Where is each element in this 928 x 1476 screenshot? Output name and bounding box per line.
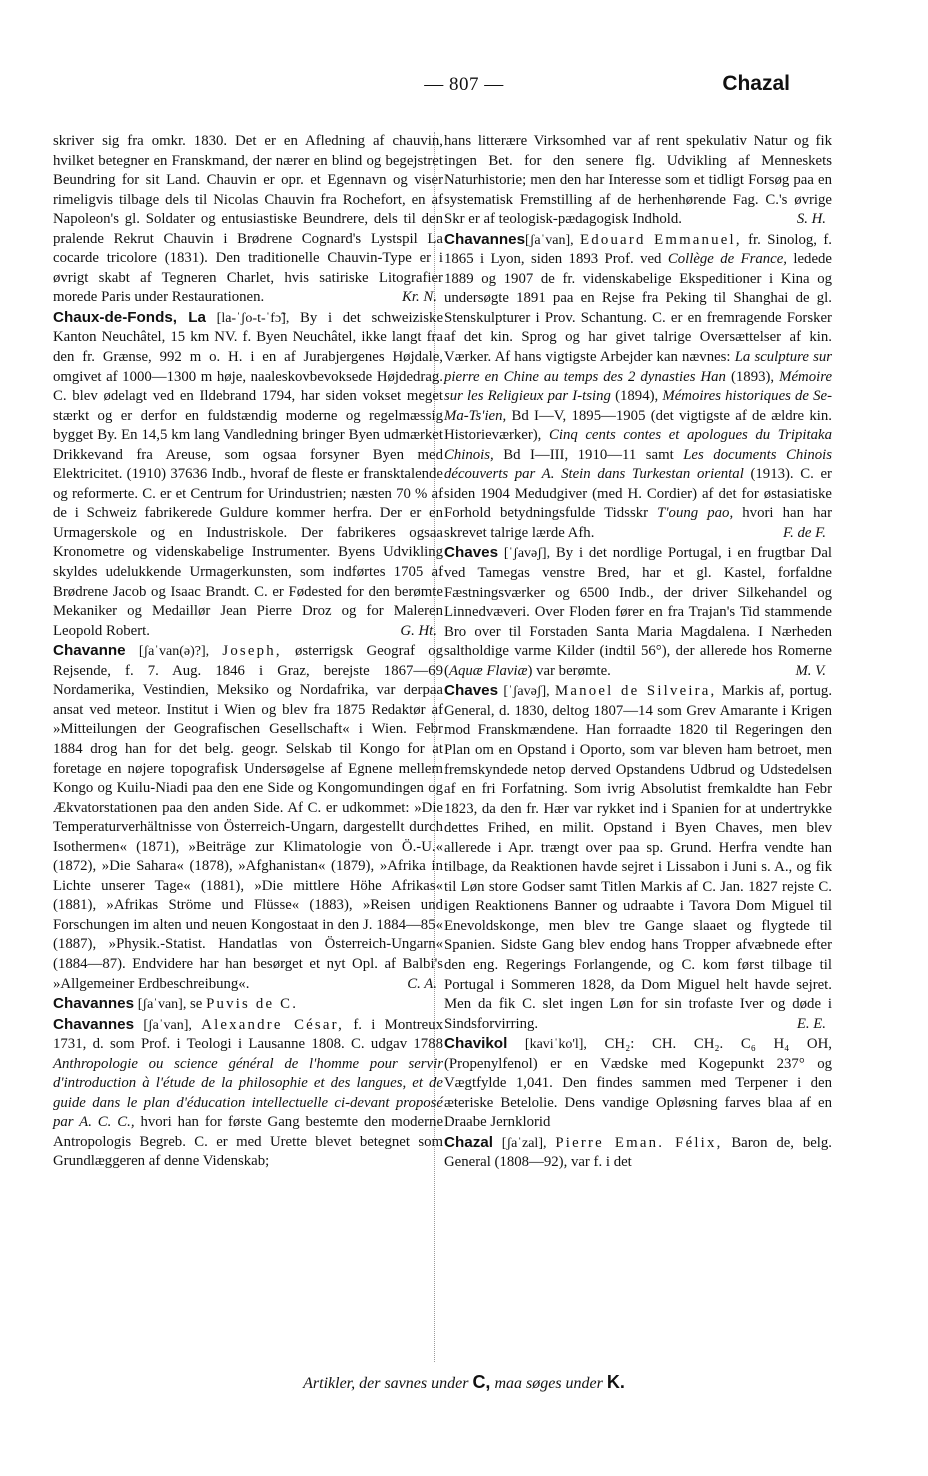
person-name: Edouard Emmanuel, bbox=[580, 231, 742, 248]
entry-text: fr. Sinolog, f. 1865 i Lyon, siden 1893 Prof. ved bbox=[444, 231, 833, 268]
person-name: Manoel de Silveira, bbox=[555, 683, 717, 700]
entry-text: hvori han har skrevet talrige lærde Afh. bbox=[444, 505, 832, 541]
entry-text: se bbox=[190, 996, 203, 1013]
left-column bbox=[53, 132, 443, 1172]
headword: Chaves bbox=[444, 682, 499, 700]
entry-text: hvori han for første Gang bestemte den moderne Antropologis Begreb. C. er med Urette blevet betegnet som Grundlæggeren af denne Videnskab; bbox=[53, 1114, 444, 1170]
author-signature: F. de F. bbox=[782, 524, 826, 541]
entry-text: Bd I—V, 1895—1905 (det vigtigste af de ældre kin. Historieværker), bbox=[444, 407, 832, 444]
cross-reference: Puvis de C. bbox=[206, 996, 299, 1013]
author-signature: M. V. bbox=[795, 662, 826, 679]
entry-text: ) var berømte. bbox=[527, 662, 611, 679]
person-name: Alexandre César, bbox=[201, 1016, 345, 1033]
author-signature: C. A. bbox=[407, 975, 437, 992]
work-title: Collège de France, bbox=[667, 251, 787, 268]
page-footer-note bbox=[0, 1372, 928, 1393]
work-title: Anthropologie ou science général de l'homme pour servir d'introduction à l'étude de la philosophie et des langues, et de guide dans le plan d'éducation intellectuelle ci-devant proposé par A. C. C., bbox=[53, 1055, 443, 1131]
pronunciation: [kaviˈko'l], bbox=[524, 1037, 587, 1053]
entry-chavannes-ref bbox=[53, 994, 443, 1015]
entry-text: Baron de, belg. General (1808—92), var f. i det bbox=[444, 1134, 832, 1171]
entry-text: (1893), bbox=[730, 368, 775, 385]
entry-text: Bd I—III, 1910—11 samt bbox=[503, 446, 674, 463]
work-title: La sculpture sur pierre en Chine au temps des 2 dynasties Han bbox=[444, 349, 833, 385]
pronunciation: [ʃaˈvan], bbox=[143, 1017, 192, 1033]
latin-name: Aquæ Flaviæ bbox=[448, 662, 528, 679]
work-title: Cinq cents contes et apologues du Tripitaka Chinois, bbox=[444, 427, 833, 463]
entry-text: hans litterære Virksomhed var af rent spekulativ Natur og fik ingen Bet. for den senere flg. Udvikling af Menneskets Naturhistorie; men den har Interesse som et tidligt Forsøg paa en systematisk Fremstilling af de herhenhørende Fag. C.'s øvrige Skr er af teologisk-pædagogisk Indhold. bbox=[444, 133, 832, 228]
page-number: — 807 — bbox=[424, 74, 504, 95]
right-column bbox=[444, 132, 832, 1173]
work-title: Les documents Chinois découverts par A. Stein dans Turkestan oriental bbox=[444, 446, 833, 483]
footer-text: Artikler, der savnes under bbox=[303, 1375, 469, 1392]
pronunciation: [ʃaˈvan], bbox=[525, 232, 574, 248]
headword: Chavannes bbox=[53, 1015, 135, 1033]
entry-text: østerrigsk Geograf og Rejsende, f. 7. Aug. 1846 i Graz, berejste 1867—69 Nordamerika, Vestindien, Meksiko og Nordafrika, var derpaa ansat ved meteor. Institut i Wien og blev fra 1875 Redaktør af »Mitteilungen der Geografischen Gesellschaft« i Wien. Febr 1884 drog han for det belg. geogr. Selskab til Kongo for at foretage en nøjere topografisk Undersøgelse af Egnene mellem Kongo og Kuilu-Niadi paa den ene Side og Kongomundingen og Ækvatorstationen paa den anden Side. Af C. er udkommet: »Die Temperaturverhältnisse von Österreich-Ungarn, dargestellt durch Isothermen« (1871), »Beiträge zur Klimatologie von Ö.-U.« (1872), »Die Sahara« (1878), »Afghanistan« (1879), »Afrika in Lichte unserer Tage« (1881), »Die mittlere Höhe Afrikas« (1881), »Afrikas Ströme und Flüsse« (1883), »Reisen und Forschungen im alten und neuen Kongostaat in den J. 1884—85« (1887), »Physik.-Statist. Handatlas von Österreich-Ungarn« (1884—87). Endvidere har han besørget et nyt Opl. af Balbi's »Allgemeiner Erdbeschreibung«. bbox=[53, 643, 444, 992]
headword: Chaux-de-Fonds, La bbox=[53, 308, 206, 326]
entry-text: CH₂: CH. CH₂. C₆ H₄ OH, (Propenylfenol) er en Vædske med Kogepunkt 237° og Vægtfylde 1,041. Den findes sammen med Terpener i den æteriske Betelolie. Dens vandige Opløsning farves blaa af en Draabe Jernklorid bbox=[444, 1036, 832, 1131]
author-signature: G. Ht. bbox=[400, 622, 437, 639]
entry-chaves-manoel bbox=[444, 681, 832, 1034]
entry-chavannes-alexandre bbox=[53, 1015, 443, 1172]
person-name: Joseph, bbox=[222, 643, 282, 660]
entry-chavannes-alexandre-cont bbox=[444, 132, 832, 230]
person-name: Pierre Eman. Félix, bbox=[555, 1134, 723, 1151]
pronunciation: [ˈʃavəʃ], bbox=[503, 684, 550, 700]
entry-chauvinism-cont bbox=[53, 132, 443, 308]
entry-text: (1913). C. er siden 1904 Medudgiver (med H. Cordier) af det for østasiatiske Forhold betydningsfulde Tidsskr bbox=[444, 466, 832, 522]
entry-text: By i det nordlige Portugal, i en frugtbar Dal ved Tamegas venstre Bred, har et gl. Kastel, forfaldne Fæstningsværker og 6500 Indb., der driver Silkehandel og Linnedvæveri. Over Floden fører en fra Trajan's Tid stammende Bro over til Forstaden Santa Maria Magdalena. I Nærheden saltholdige varme Kilder (indtil 56°), der allerede hos Romerne ( bbox=[444, 545, 833, 679]
entry-chaves-town bbox=[444, 543, 832, 681]
headword: Chavanne bbox=[53, 642, 126, 660]
entry-text: f. i Montreux 1731, d. som Prof. i Teologi i Lausanne 1808. C. udgav 1788 bbox=[53, 1016, 444, 1053]
entry-text: Markis af, portug. General, d. 1830, deltog 1807—14 som Grev Amarante i Krigen mod Franskmændene. Han forraadte 1820 til Regeringen den Plan om en Opstand i Oporto, som var bleven ham betroet, men fremskyndede netop derved Opstandens Udbrud og Udstedelsen af en fri Forfatning. Som ivrig Absolutist fremkaldte han Febr 1823, da den fr. Hær var rykket ind i Spanien for at undertrykke dettes Frihed, en milit. Opstand i Byen Chaves, men blev allerede i Apr. trængt over paa sp. Grund. Herfra vendte han tilbage, da Reaktionen havde sejret i Lissabon i Juni s. A., og fik til Løn store Godser samt Titlen Markis af C. Jan. 1827 rejste C. igen Reaktionens Banner og udraabte i Tavora Dom Miguel til Enevoldskonge, men blev tre Gange slaaet og flygtede til Spanien. Sidste Gang blev endog hans Tropper afvæbnede efter den eng. Regerings Forlangende, og C. kom først tilbage til Portugal i Sommeren 1828, da Dom Miguel helt havde sejret. Men da fik C. slet ingen Løn for sin trofaste Iver og døde i Sindsforvirring. bbox=[444, 683, 833, 1032]
work-title: Mémoires historiques de Se-Ma-Ts'ien, bbox=[444, 388, 833, 424]
author-signature: Kr. N. bbox=[402, 289, 437, 306]
pronunciation: [ʃaˈvan(ə)?], bbox=[138, 644, 210, 660]
running-head: Chazal bbox=[722, 72, 790, 95]
entry-chavannes-edouard bbox=[444, 230, 832, 544]
footer-text: maa søges under bbox=[494, 1375, 603, 1392]
headword: Chavannes bbox=[444, 230, 526, 248]
entry-chazal bbox=[444, 1133, 832, 1173]
pronunciation: [la-ˈʃo-t-ˈfɔ̃], bbox=[216, 310, 290, 326]
entry-chaux-de-fonds bbox=[53, 308, 443, 641]
entry-text: ledede 1889 og 1907 de fr. videnskabelige Ekspeditioner i Kina og undersøgte 1891 paa en Rejse fra Peking til Shanghai de gl. Stenskulpturer i Prov. Schantung. C. er en fremragende Forsker af det kin. Sprog og har givet talrige Oversættelser af kin. Værker. Af hans vigtigste Arbejder kan nævnes: bbox=[444, 251, 832, 366]
headword: Chazal bbox=[444, 1133, 493, 1151]
work-title: Mémoire sur les Religieux par I-tsing bbox=[444, 368, 833, 405]
footer-letter: K. bbox=[606, 1372, 625, 1392]
author-signature: E. E. bbox=[796, 1015, 826, 1032]
entry-chavanne bbox=[53, 641, 443, 994]
headword: Chavannes bbox=[53, 995, 135, 1013]
footer-letter: C, bbox=[472, 1372, 491, 1392]
pronunciation: [ˈʃavəʃ], bbox=[503, 546, 551, 562]
entry-text: (1894), bbox=[615, 388, 659, 405]
entry-text: By i det schweiziske Kanton Neuchâtel, 15 km NV. f. Byen Neuchâtel, ikke langt fra den fr. Grænse, 992 m o. H. i en af Jurabjergenes Højdale, omgivet af 1000—1300 m høje, naaleskovbevoksede Højdedrag. C. blev ødelagt ved en Ildebrand 1794, har siden vokset meget stærkt og er derfor en fuldstændig moderne og regelmæssig bygget By. En 14,5 km lang Vandledning bringer Byen udmærket Drikkevand fra Areuse, som ogsaa forsyner Byen med Elektricitet. (1910) 37636 Indb., hvoraf de fleste er fransktalende og reformerte. C. er et Centrum for Urindustrien; næsten 70 % af de i Schweiz fabrikerede Guldure kommer herfra. Der er en Urmagerskole og en Industriskole. Der fabrikeres ogsaa Kronometre og videnskabelige Instrumenter. Byens Udvikling skyldes udelukkende Urmagerkunsten, som indførtes 1705 af Brødrene Jacob og Isaac Brandt. C. er Fødested for den berømte Mekaniker og Medaillør Jean Pierre Droz og for Maleren Leopold Robert. bbox=[53, 309, 444, 639]
entry-chavikol bbox=[444, 1034, 832, 1133]
headword: Chaves bbox=[444, 544, 499, 562]
author-signature: S. H. bbox=[796, 211, 826, 228]
entry-text: skriver sig fra omkr. 1830. Det er en Afledning af chauvin, hvilket betegner en Franskmand, der nærer en blind og begejstret Beundring for sit Land. Chauvin er opr. et Egennavn og viser rimeligvis tilbage dels til Nicolas Chauvin fra Rochefort, en af Napoleon's gl. Soldater og entusiastiske Beundrere, dels til den pralende Rekrut Chauvin i Brødrene Cognard's Lystspil La cocarde tricolore (1831). Den traditionelle Chauvin-Type er i øvrigt skabt af Tegneren Charlet, hvis satiriske Litografier morede Paris under Restaurationen. bbox=[53, 133, 443, 306]
work-title: T'oung pao, bbox=[657, 505, 734, 522]
pronunciation: [ʃaˈzal], bbox=[501, 1135, 547, 1151]
headword: Chavikol bbox=[444, 1035, 508, 1053]
pronunciation: [ʃaˈvan], bbox=[137, 997, 187, 1013]
